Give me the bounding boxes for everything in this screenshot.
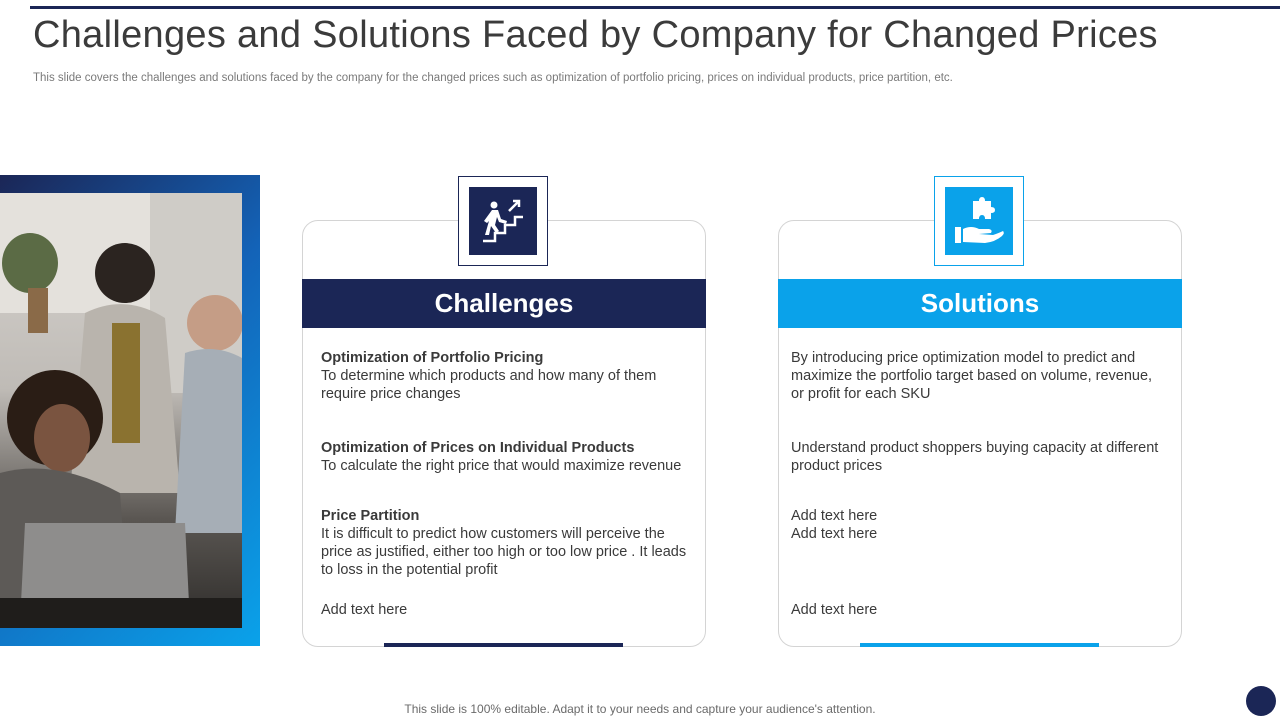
solution-item-line: Add text here bbox=[791, 526, 878, 542]
top-rule bbox=[30, 6, 1280, 9]
slide-title: Challenges and Solutions Faced by Company for Changed Prices bbox=[33, 14, 1158, 56]
solutions-icon-box bbox=[934, 176, 1024, 266]
solutions-heading: Solutions bbox=[778, 279, 1182, 328]
challenge-item bbox=[321, 349, 693, 403]
challenge-item-body: Add text here bbox=[321, 602, 408, 618]
challenge-item bbox=[321, 507, 693, 579]
solution-item-body: Understand product shoppers buying capacity at different product prices bbox=[791, 440, 1159, 474]
challenges-icon-box bbox=[458, 176, 548, 266]
challenges-card bbox=[302, 220, 706, 647]
people-laptop-photo bbox=[0, 193, 242, 628]
corner-dot bbox=[1246, 686, 1276, 716]
challenges-heading: Challenges bbox=[302, 279, 706, 328]
challenge-item-body: It is difficult to predict how customers will perceive the price as justified, either too high or too low price . It leads to loss in the potential profit bbox=[321, 526, 687, 578]
solution-item bbox=[791, 349, 1163, 403]
photo-frame bbox=[0, 175, 260, 646]
solution-item bbox=[791, 439, 1163, 475]
challenge-item bbox=[321, 601, 693, 619]
solution-item-body: Add text here bbox=[791, 602, 878, 618]
solution-item-body: By introducing price optimization model to predict and maximize the portfolio target based on volume, revenue, or profit for each SKU bbox=[791, 350, 1153, 402]
challenge-item bbox=[321, 439, 693, 475]
solution-item-line: Add text here bbox=[791, 508, 878, 524]
slide-subtitle: This slide covers the challenges and solutions faced by the company for the changed prices such as optimization of portfolio pricing, prices on individual products, price partition, etc. bbox=[33, 72, 953, 84]
solution-item bbox=[791, 507, 1163, 543]
challenge-item-body: To determine which products and how many of them require price changes bbox=[321, 368, 657, 402]
challenge-item-head: Optimization of Portfolio Pricing bbox=[321, 350, 544, 366]
challenge-item-body: To calculate the right price that would maximize revenue bbox=[321, 458, 682, 474]
solutions-accent-bar bbox=[860, 643, 1099, 647]
stairs-climb-icon bbox=[479, 197, 527, 245]
challenge-item-head: Price Partition bbox=[321, 508, 420, 524]
hand-puzzle-icon bbox=[953, 197, 1005, 245]
solution-item bbox=[791, 601, 1163, 619]
solutions-card bbox=[778, 220, 1182, 647]
challenge-item-head: Optimization of Prices on Individual Products bbox=[321, 440, 635, 456]
challenges-accent-bar bbox=[384, 643, 623, 647]
slide-footer: This slide is 100% editable. Adapt it to your needs and capture your audience's attention. bbox=[404, 702, 876, 716]
